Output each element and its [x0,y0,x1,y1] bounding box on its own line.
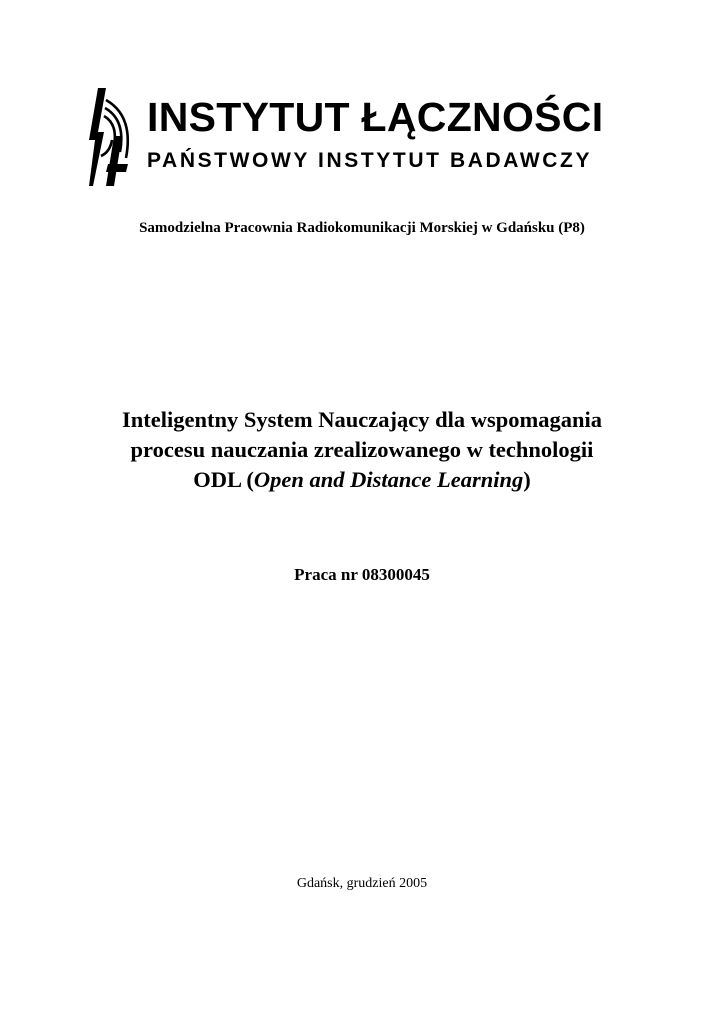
title-line-2: procesu nauczania zrealizowanego w technologii [130,437,594,462]
institute-subtitle: PAŃSTWOWY INSTYTUT BADAWCZY [147,149,593,172]
document-title [40,405,684,495]
institute-name: INSTYTUT ŁĄCZNOŚCI [147,94,604,140]
title-line-3-italic: Open and Distance Learning [253,467,524,492]
instytut-lacznosci-logo-icon [84,86,134,188]
title-line-1: Inteligentny System Nauczający dla wspomagania [121,407,602,432]
work-number: Praca nr 08300045 [294,565,430,584]
place-and-date: Gdańsk, grudzień 2005 [296,876,428,891]
title-line-3-suffix: ) [523,467,531,492]
title-line-3 [40,465,684,495]
title-line-3-prefix: ODL ( [193,467,254,492]
department-name: Samodzielna Pracownia Radiokomunikacji Morskiej w Gdańsku (P8) [139,220,585,236]
